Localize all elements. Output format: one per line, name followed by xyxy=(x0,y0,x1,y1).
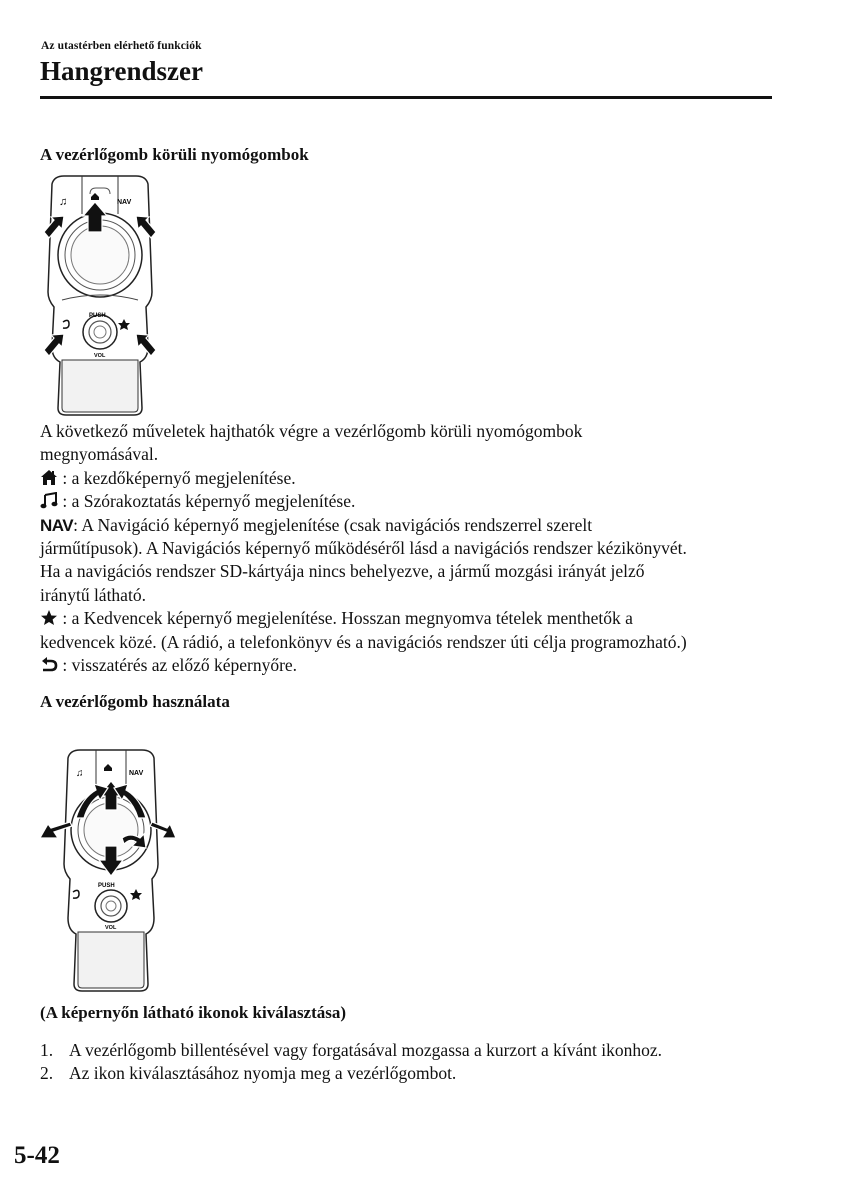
svg-text:♫: ♫ xyxy=(59,196,68,208)
section-heading-selecting: (A képernyőn látható ikonok kiválasztása) xyxy=(40,1003,347,1022)
nav-item: NAV: A Navigáció képernyő megjelenítése (csak navigációs rendszerrel szerelt xyxy=(40,514,593,535)
section-heading-usage: A vezérlőgomb használata xyxy=(40,692,230,711)
controller-buttons-illustration xyxy=(30,172,170,417)
section-heading-buttons: A vezérlőgomb körüli nyomógombok xyxy=(40,145,309,164)
page-title: Hangrendszer xyxy=(40,56,203,86)
music-icon xyxy=(40,492,58,509)
svg-text:♫: ♫ xyxy=(76,768,84,779)
home-item: : a kezdőképernyő megjelenítése. xyxy=(40,467,785,490)
list-item: 1. A vezérlőgomb billentésével vagy forgatásával mozgassa a kurzort a kívánt ikonhoz. xyxy=(40,1040,663,1060)
section-label: Az utastérben elérhető funkciók xyxy=(41,40,202,52)
svg-text:VOL: VOL xyxy=(105,925,117,931)
title-rule xyxy=(40,96,772,99)
controller-usage-illustration xyxy=(36,746,186,993)
home-icon xyxy=(40,469,58,486)
music-item: : a Szórakoztatás képernyő megjelenítése. xyxy=(40,490,785,513)
svg-text:PUSH: PUSH xyxy=(98,883,115,889)
list-item: 2. Az ikon kiválasztásához nyomja meg a vezérlőgombot. xyxy=(40,1063,457,1083)
page-number: 5-42 xyxy=(14,1142,60,1169)
nav-icon: NAV xyxy=(40,515,74,535)
intro-paragraph: A következő műveletek hajthatók végre a vezérlőgomb körüli nyomógombok megnyomásával. : a kezdőképernyő megjelenítése. : a Szórakoztatás képernyő megjelenítése. NAV: A Navigáció képernyő megjelenítése (csak navigációs rendszerrel szerelt járműtípusok). A Navigációs képernyő működéséről lásd a navigációs rendszer kézikönyvét. Ha a navigációs rendszer SD-kártyája nincs behelyezve, a jármű mozgási irányát jelző iránytű látható. : a Kedvencek képernyő megjelenítése. Hosszan megnyomva tételek menthetők a kedvencek közé. (A rádió, a telefonkönyv és a navigációs rendszer úti célja programozható.) : visszatérés az előző képernyőre. xyxy=(40,420,785,677)
back-item: : visszatérés az előző képernyőre. xyxy=(40,654,785,677)
star-icon xyxy=(40,609,58,626)
svg-text:NAV: NAV xyxy=(117,199,132,206)
svg-text:VOL: VOL xyxy=(94,353,106,359)
svg-text:NAV: NAV xyxy=(129,770,144,777)
svg-text:PUSH: PUSH xyxy=(89,313,106,319)
back-icon xyxy=(40,656,58,673)
favorites-item: : a Kedvencek képernyő megjelenítése. Hosszan megnyomva tételek menthetők a xyxy=(40,607,785,630)
